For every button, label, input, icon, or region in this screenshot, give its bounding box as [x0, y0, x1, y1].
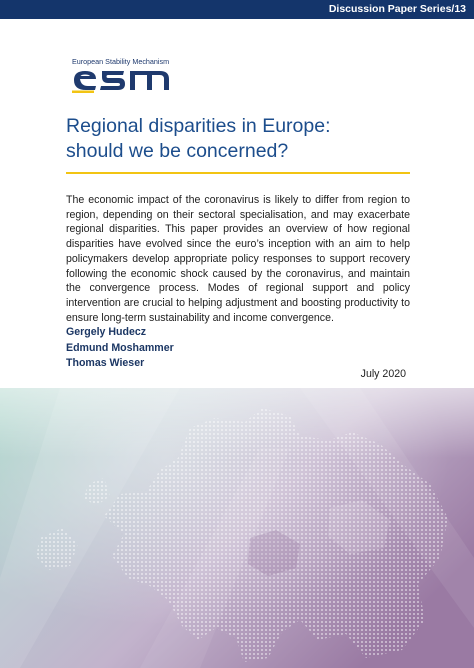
abstract-text: The economic impact of the coronavirus is likely to differ from region to region, depending on their sectoral specialisation, and may exacerbate regional disparities. This paper provides an overview of how regional disparities have evolved since the euro’s inception with an aim to help policymakers develop appropriate policy responses to support recovery following the economic shock caused by the coronavirus, and maintain the convergence process. Modes of regional support and policy intervention are crucial to helping adjustment and boosting productivity to ensure long-term sustainability and income convergence.: [66, 194, 410, 324]
author-name: Edmund Moshammer: [66, 341, 174, 354]
author-name: Thomas Wieser: [66, 357, 145, 369]
top-bar: [0, 0, 474, 19]
author-name: Gergely Hudecz: [66, 326, 147, 338]
europe-map-cover-art: [0, 388, 474, 668]
esm-wordmark-icon: [72, 67, 172, 93]
esm-logo: [72, 57, 182, 95]
series-label: Discussion Paper Series/13: [328, 3, 466, 15]
title-line-2: should we be concerned?: [66, 140, 289, 162]
logo-caption: European Stability Mechanism: [72, 57, 170, 66]
author-list: [66, 325, 174, 372]
publication-date: July 2020: [360, 368, 406, 380]
paper-title: [66, 114, 416, 164]
title-line-1: Regional disparities in Europe:: [66, 115, 331, 137]
title-divider: [66, 172, 410, 174]
